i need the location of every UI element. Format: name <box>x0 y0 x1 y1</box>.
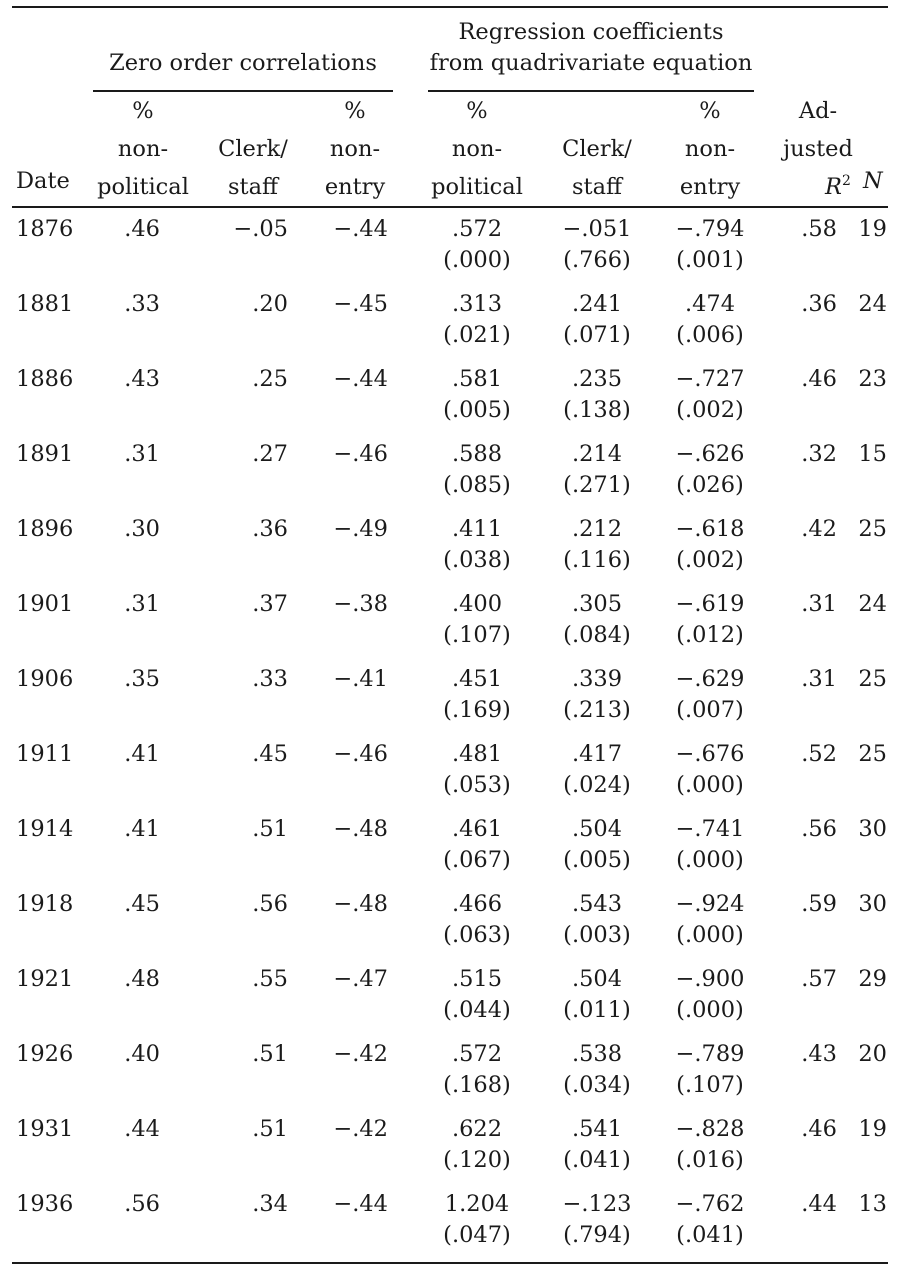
cell-rc-nonentry: −.629 (.007) <box>675 666 745 723</box>
cell-adjusted-r2: .58 <box>801 216 837 242</box>
cell-zo-nonentry: −.44 <box>333 216 388 242</box>
cell-zo-nonpolitical: .43 <box>124 366 160 392</box>
cell-date: 1896 <box>16 516 74 542</box>
cell-zo-nonpolitical: .56 <box>124 1191 160 1217</box>
cell-rc-nonentry: −.789 (.107) <box>675 1041 745 1098</box>
cell-adjusted-r2: .52 <box>801 741 837 767</box>
cell-zo-nonpolitical: .31 <box>124 441 160 467</box>
cell-rc-nonpolitical: .481 (.053) <box>443 741 511 798</box>
cell-zo-clerk-staff: .45 <box>252 741 288 767</box>
cell-rc-nonpolitical: .515 (.044) <box>443 966 511 1023</box>
cell-zo-nonentry: −.41 <box>333 666 388 692</box>
cell-zo-clerk-staff: −.05 <box>233 216 288 242</box>
table-row <box>0 214 900 289</box>
cell-date: 1926 <box>16 1041 74 1067</box>
group-header-zero-order: Zero order correlations <box>109 50 377 76</box>
cell-n: 25 <box>858 666 887 692</box>
cell-zo-nonentry: −.42 <box>333 1041 388 1067</box>
cell-rc-nonpolitical: .466 (.063) <box>443 891 511 948</box>
cell-zo-nonentry: −.44 <box>333 366 388 392</box>
cell-rc-clerk-staff: .417 (.024) <box>563 741 631 798</box>
cell-date: 1881 <box>16 291 74 317</box>
cell-zo-clerk-staff: .51 <box>252 1041 288 1067</box>
cell-n: 24 <box>858 591 887 617</box>
cell-rc-clerk-staff: .305 (.084) <box>563 591 631 648</box>
cell-rc-nonentry: −.741 (.000) <box>675 816 745 873</box>
cell-adjusted-r2: .57 <box>801 966 837 992</box>
column-header-zo-clerk-staff: Clerk/ staff <box>218 136 288 200</box>
cell-n: 25 <box>858 516 887 542</box>
cell-rc-nonpolitical: .572 (.000) <box>443 216 511 273</box>
cell-adjusted-r2: .31 <box>801 591 837 617</box>
cell-zo-nonentry: −.44 <box>333 1191 388 1217</box>
cell-rc-clerk-staff: −.123 (.794) <box>562 1191 632 1248</box>
cell-adjusted-r2: .59 <box>801 891 837 917</box>
header-rule <box>12 206 888 208</box>
group-header-regression-line1: Regression coefficients <box>458 19 724 45</box>
cell-adjusted-r2: .44 <box>801 1191 837 1217</box>
cell-adjusted-r2: .46 <box>801 366 837 392</box>
cell-zo-nonentry: −.48 <box>333 891 388 917</box>
cell-rc-nonpolitical: .313 (.021) <box>443 291 511 348</box>
cell-rc-nonentry: −.762 (.041) <box>675 1191 745 1248</box>
cell-rc-clerk-staff: .543 (.003) <box>563 891 631 948</box>
cell-n: 15 <box>858 441 887 467</box>
table-row <box>0 1039 900 1114</box>
cell-date: 1891 <box>16 441 74 467</box>
table-row <box>0 889 900 964</box>
table-row <box>0 739 900 814</box>
cell-zo-clerk-staff: .55 <box>252 966 288 992</box>
top-rule <box>12 6 888 8</box>
cell-rc-clerk-staff: .339 (.213) <box>563 666 631 723</box>
cell-n: 25 <box>858 741 887 767</box>
cell-zo-nonpolitical: .45 <box>124 891 160 917</box>
table-row <box>0 364 900 439</box>
cell-zo-clerk-staff: .27 <box>252 441 288 467</box>
cell-zo-nonpolitical: .48 <box>124 966 160 992</box>
cell-rc-nonentry: −.828 (.016) <box>675 1116 745 1173</box>
cell-zo-nonpolitical: .41 <box>124 741 160 767</box>
cell-rc-clerk-staff: .212 (.116) <box>563 516 631 573</box>
cell-rc-nonpolitical: .581 (.005) <box>443 366 511 423</box>
cell-n: 30 <box>858 891 887 917</box>
cell-zo-clerk-staff: .20 <box>252 291 288 317</box>
cell-rc-nonentry: −.676 (.000) <box>675 741 745 798</box>
cell-rc-nonentry: −.900 (.000) <box>675 966 745 1023</box>
cell-date: 1886 <box>16 366 74 392</box>
cell-rc-nonpolitical: 1.204 (.047) <box>443 1191 511 1248</box>
cell-adjusted-r2: .36 <box>801 291 837 317</box>
cell-n: 20 <box>858 1041 887 1067</box>
column-header-adjusted-r2: Ad- justed $R^2$ <box>783 98 853 200</box>
cell-n: 29 <box>858 966 887 992</box>
cell-n: 19 <box>858 216 887 242</box>
column-header-n: N <box>863 168 883 194</box>
cell-rc-nonpolitical: .572 (.168) <box>443 1041 511 1098</box>
cell-n: 23 <box>858 366 887 392</box>
cell-adjusted-r2: .42 <box>801 516 837 542</box>
column-header-rc-clerk-staff: Clerk/ staff <box>562 136 632 200</box>
cell-date: 1906 <box>16 666 74 692</box>
cell-rc-clerk-staff: .235 (.138) <box>563 366 631 423</box>
cell-zo-nonpolitical: .41 <box>124 816 160 842</box>
cell-rc-clerk-staff: .504 (.011) <box>563 966 631 1023</box>
table-row <box>0 1189 900 1264</box>
bottom-rule <box>12 1262 888 1264</box>
table-row <box>0 439 900 514</box>
cell-n: 19 <box>858 1116 887 1142</box>
column-header-rc-nonpolitical: % non- political <box>431 98 523 200</box>
cell-zo-nonentry: −.45 <box>333 291 388 317</box>
cell-rc-nonpolitical: .411 (.038) <box>443 516 511 573</box>
cell-rc-nonentry: −.619 (.012) <box>675 591 745 648</box>
cell-zo-clerk-staff: .33 <box>252 666 288 692</box>
cell-rc-nonpolitical: .588 (.085) <box>443 441 511 498</box>
cell-zo-nonpolitical: .44 <box>124 1116 160 1142</box>
cell-zo-clerk-staff: .37 <box>252 591 288 617</box>
cell-zo-nonentry: −.49 <box>333 516 388 542</box>
cell-zo-nonpolitical: .31 <box>124 591 160 617</box>
cell-rc-nonpolitical: .461 (.067) <box>443 816 511 873</box>
cell-zo-nonentry: −.46 <box>333 741 388 767</box>
cell-adjusted-r2: .32 <box>801 441 837 467</box>
cell-adjusted-r2: .56 <box>801 816 837 842</box>
cell-date: 1914 <box>16 816 74 842</box>
cell-zo-nonpolitical: .40 <box>124 1041 160 1067</box>
table-row <box>0 664 900 739</box>
cell-zo-clerk-staff: .34 <box>252 1191 288 1217</box>
cell-rc-nonpolitical: .622 (.120) <box>443 1116 511 1173</box>
cell-rc-clerk-staff: .241 (.071) <box>563 291 631 348</box>
cell-rc-nonentry: .474 (.006) <box>676 291 744 348</box>
table-row <box>0 514 900 589</box>
column-header-rc-nonentry: % non- entry <box>679 98 741 200</box>
column-header-zo-nonentry: % non- entry <box>324 98 386 200</box>
cell-n: 13 <box>858 1191 887 1217</box>
cell-date: 1918 <box>16 891 74 917</box>
cell-zo-clerk-staff: .51 <box>252 1116 288 1142</box>
cell-zo-clerk-staff: .25 <box>252 366 288 392</box>
cell-date: 1936 <box>16 1191 74 1217</box>
column-header-date: Date <box>16 168 70 194</box>
cell-rc-clerk-staff: .541 (.041) <box>563 1116 631 1173</box>
cell-rc-clerk-staff: .538 (.034) <box>563 1041 631 1098</box>
cell-zo-nonpolitical: .35 <box>124 666 160 692</box>
table-row <box>0 964 900 1039</box>
cell-adjusted-r2: .31 <box>801 666 837 692</box>
group-header-regression-line2: from quadrivariate equation <box>429 50 753 76</box>
cell-adjusted-r2: .46 <box>801 1116 837 1142</box>
cell-rc-clerk-staff: −.051 (.766) <box>562 216 632 273</box>
cell-zo-nonpolitical: .46 <box>124 216 160 242</box>
cell-date: 1901 <box>16 591 74 617</box>
cell-zo-nonentry: −.48 <box>333 816 388 842</box>
cell-rc-nonentry: −.727 (.002) <box>675 366 745 423</box>
cell-rc-nonentry: −.626 (.026) <box>675 441 745 498</box>
cell-zo-nonentry: −.42 <box>333 1116 388 1142</box>
column-header-zo-nonpolitical: % non- political <box>97 98 189 200</box>
table-row <box>0 1114 900 1189</box>
cell-rc-clerk-staff: .504 (.005) <box>563 816 631 873</box>
cell-rc-clerk-staff: .214 (.271) <box>563 441 631 498</box>
cell-rc-nonentry: −.924 (.000) <box>675 891 745 948</box>
cell-date: 1921 <box>16 966 74 992</box>
cell-date: 1876 <box>16 216 74 242</box>
cell-zo-nonentry: −.47 <box>333 966 388 992</box>
cell-zo-nonentry: −.38 <box>333 591 388 617</box>
cell-rc-nonentry: −.794 (.001) <box>675 216 745 273</box>
cell-zo-clerk-staff: .51 <box>252 816 288 842</box>
table-row <box>0 289 900 364</box>
cell-n: 24 <box>858 291 887 317</box>
table-row <box>0 589 900 664</box>
cell-date: 1931 <box>16 1116 74 1142</box>
cell-rc-nonentry: −.618 (.002) <box>675 516 745 573</box>
cell-n: 30 <box>858 816 887 842</box>
cell-zo-nonpolitical: .33 <box>124 291 160 317</box>
cell-adjusted-r2: .43 <box>801 1041 837 1067</box>
cell-rc-nonpolitical: .400 (.107) <box>443 591 511 648</box>
cell-date: 1911 <box>16 741 74 767</box>
cell-zo-clerk-staff: .56 <box>252 891 288 917</box>
table-row <box>0 814 900 889</box>
cell-zo-clerk-staff: .36 <box>252 516 288 542</box>
cell-rc-nonpolitical: .451 (.169) <box>443 666 511 723</box>
cell-zo-nonpolitical: .30 <box>124 516 160 542</box>
cell-zo-nonentry: −.46 <box>333 441 388 467</box>
